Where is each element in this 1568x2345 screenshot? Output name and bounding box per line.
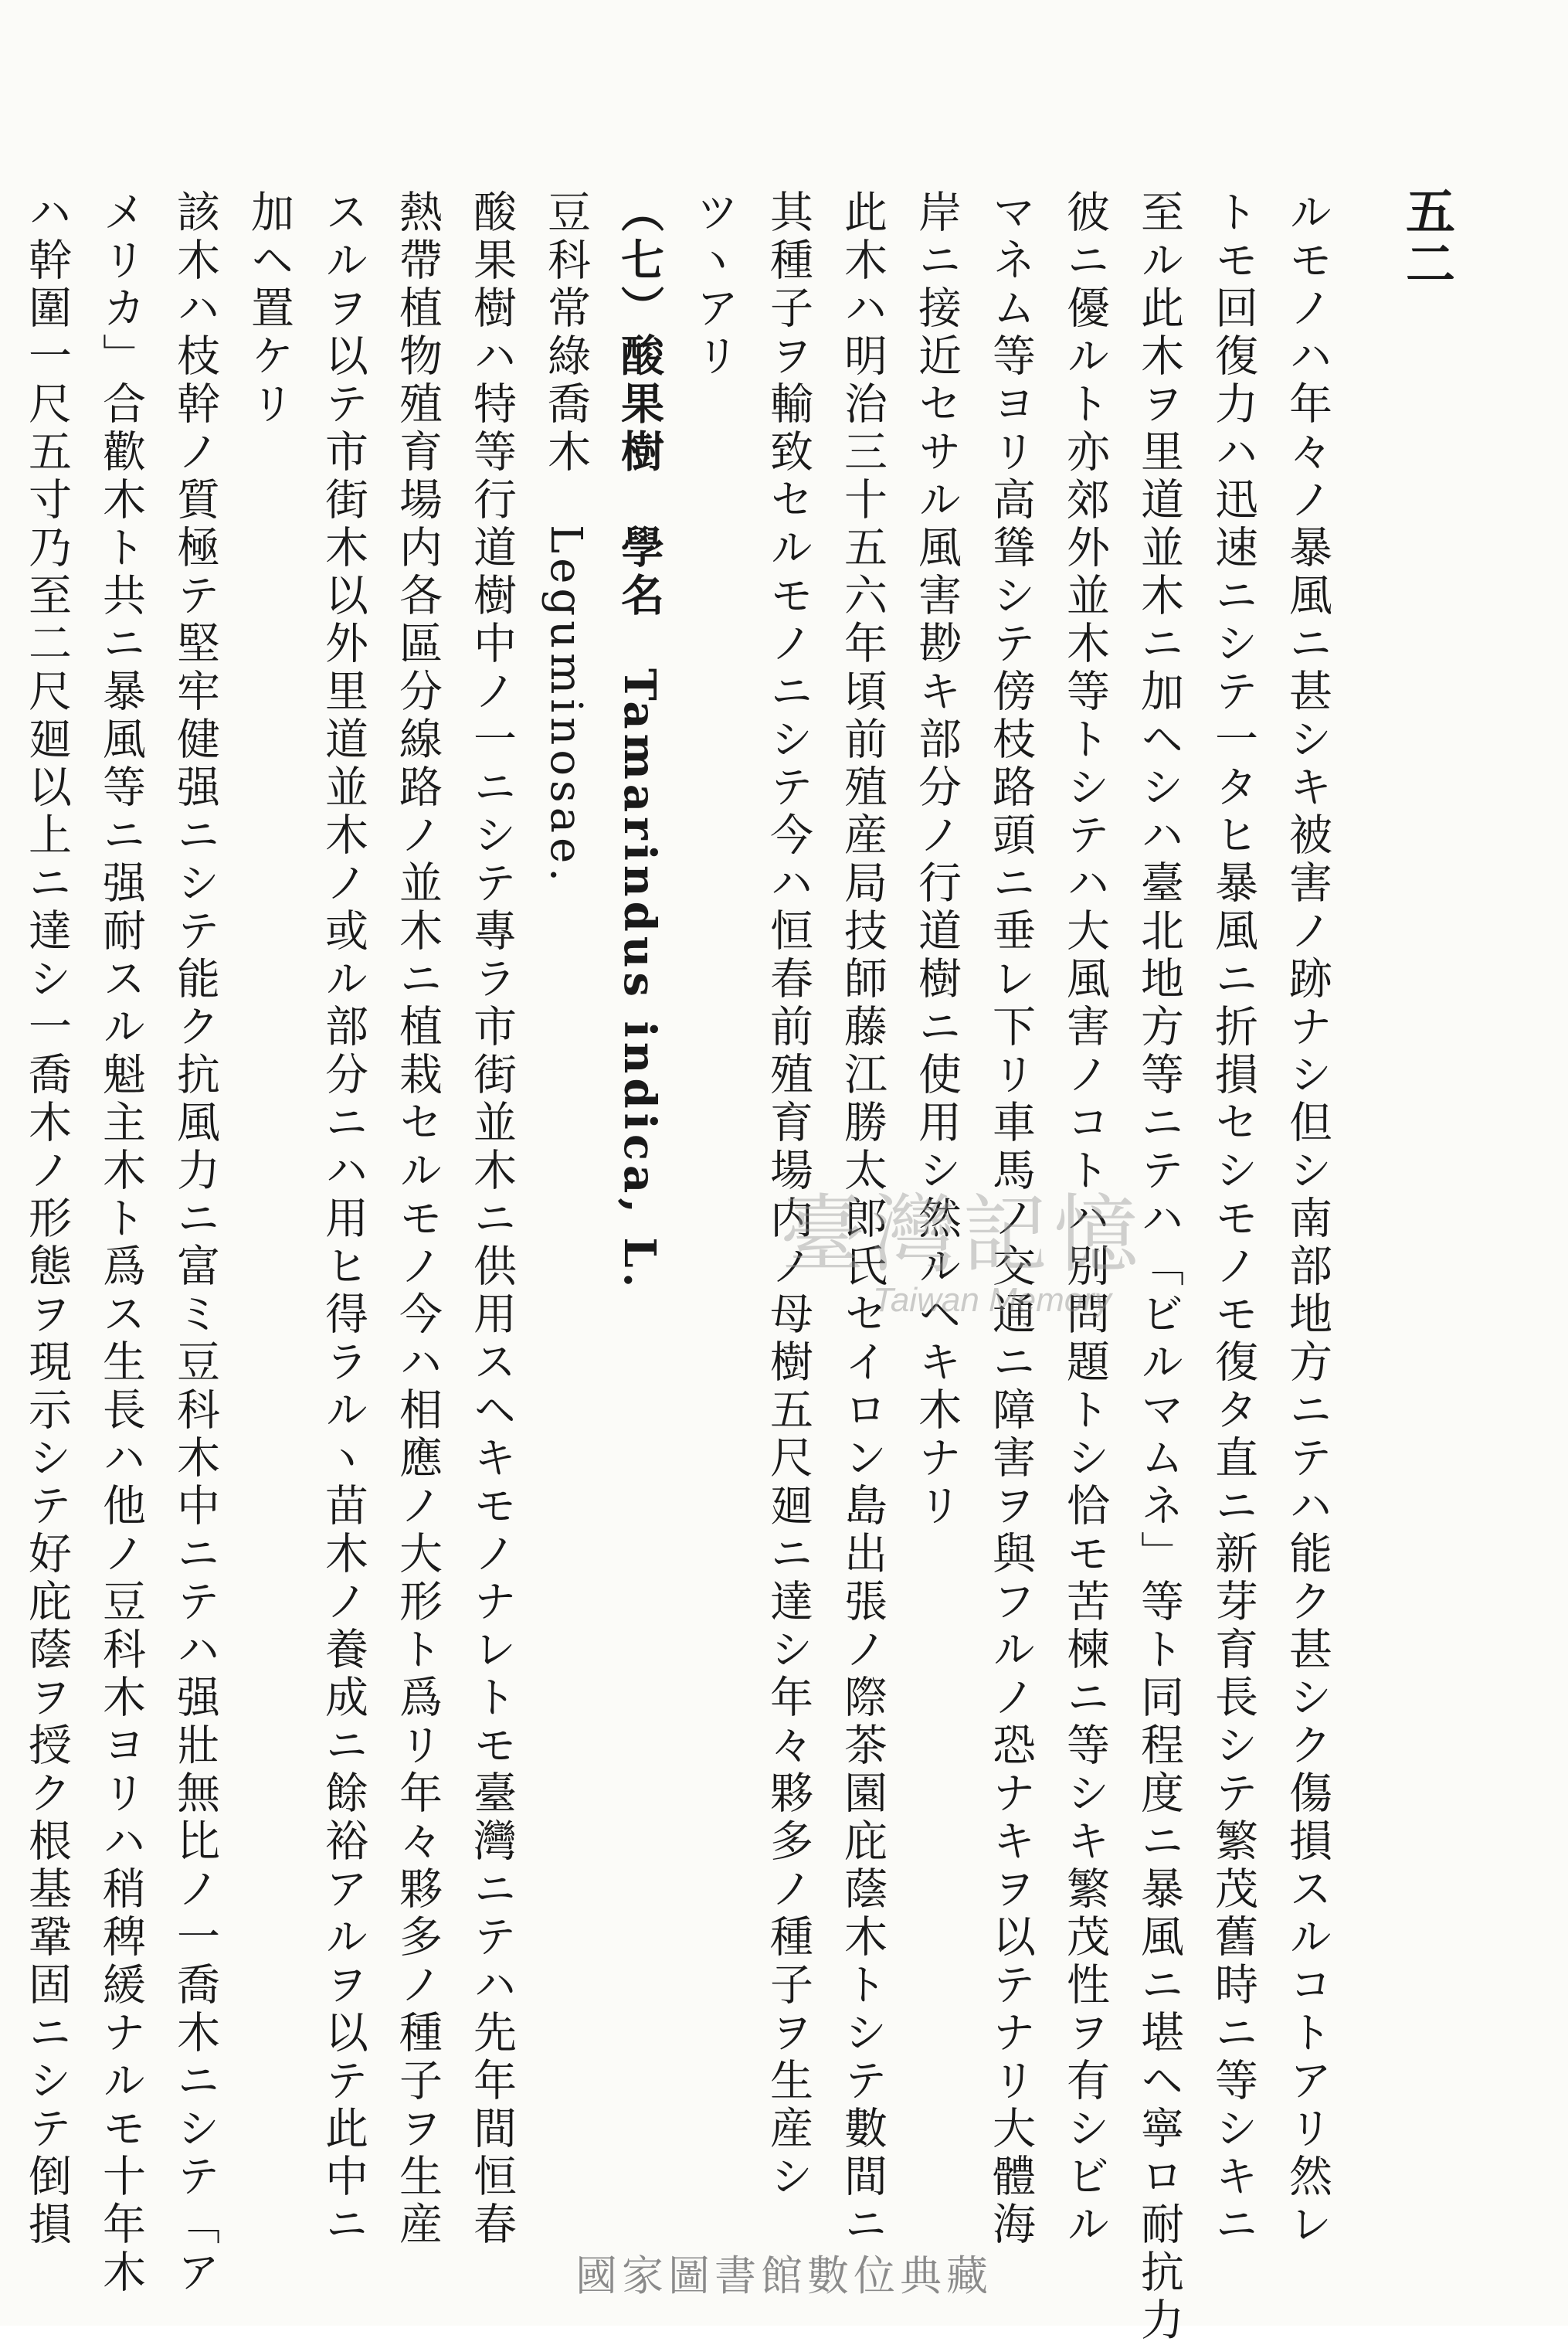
- page-number: 五二: [1397, 185, 1455, 291]
- text-column: 至ル此木ヲ里道並木ニ加ヘシハ臺北地方等ニテハ「ビルマムネ」等ト同程度ニ暴風ニ堪ヘ寧ロ耐抗力: [1134, 189, 1184, 2345]
- footer-collection-label: 國家圖書館數位典藏: [575, 2252, 993, 2300]
- text-column: 該木ハ枝幹ノ質極テ堅牢健强ニシテ能ク抗風力ニ富ミ豆科木中ニテハ强壯無比ノ一喬木ニシテ「ア: [170, 189, 220, 2297]
- text-column: ハ幹圍一尺五寸乃至二尺廻以上ニ達シ一喬木ノ形態ヲ現示シテ好庇蔭ヲ授ク根基鞏固ニシテ倒損: [22, 189, 72, 2249]
- section-heading-tamarind: （七）酸果樹 學名 Tamarindus indica, L.: [614, 189, 665, 1293]
- text-column: 彼ニ優ルト亦郊外並木等トシテハ大風害ノコトハ別問題トシ恰モ苦楝ニ等シキ繁茂性ヲ有シビル: [1060, 189, 1110, 2249]
- text-column: 此木ハ明治三十五六年頃前殖産局技師藤江勝太郎氏セイロン島出張ノ際茶園庇蔭木トシテ數間ニ: [837, 189, 888, 2249]
- watermark-main: 臺灣記憶: [780, 1185, 1145, 1284]
- text-column: ツヽアリ: [689, 189, 739, 381]
- text-column: 熱帶植物殖育場内各區分線路ノ並木ニ植栽セルモノ今ハ相應ノ大形ト爲リ年々夥多ノ種子ヲ生産: [392, 189, 443, 2249]
- text-column: トモ回復力ハ迅速ニシテ一タヒ暴風ニ折損セシモノモ復タ直ニ新芽育長シテ繁茂舊時ニ等シキニ: [1208, 189, 1258, 2249]
- text-column: ルモノハ年々ノ暴風ニ甚シキ被害ノ跡ナシ但シ南部地方ニテハ能ク甚シク傷損スルコトアリ然レ: [1282, 189, 1332, 2249]
- watermark-sub: Taiwan Memory: [873, 1281, 1112, 1319]
- text-column: マネム等ヨリ高聳シテ傍枝路頭ニ垂レ下リ車馬ノ交通ニ障害ヲ與フルノ恐ナキヲ以テナリ大體海: [986, 189, 1036, 2249]
- family-line: 豆科常綠喬木 Leguminosae.: [541, 189, 591, 887]
- text-column: 其種子ヲ輸致セルモノニシテ今ハ恒春前殖育場内ノ母樹五尺廻ニ達シ年々夥多ノ種子ヲ生産シ: [763, 189, 813, 2201]
- text-column: 加ヘ置ケリ: [244, 189, 294, 429]
- text-column: メリカ」合歡木ト共ニ暴風等ニ强耐スル魁主木ト爲ス生長ハ他ノ豆科木ヨリハ稍稗緩ナルモ十年木: [96, 189, 146, 2297]
- watermark: [780, 1167, 1259, 1368]
- text-column: スルヲ以テ市街木以外里道並木ノ或ル部分ニハ用ヒ得ラルヽ苗木ノ養成ニ餘裕アルヲ以テ此中ニ: [318, 189, 368, 2249]
- text-column: 酸果樹ハ特等行道樹中ノ一ニシテ專ラ市街並木ニ供用スヘキモノナレトモ臺灣ニテハ先年間恒春: [467, 189, 517, 2249]
- text-column: 岸ニ接近セサル風害尠キ部分ノ行道樹ニ使用シ然ルヘキ木ナリ: [911, 189, 962, 1531]
